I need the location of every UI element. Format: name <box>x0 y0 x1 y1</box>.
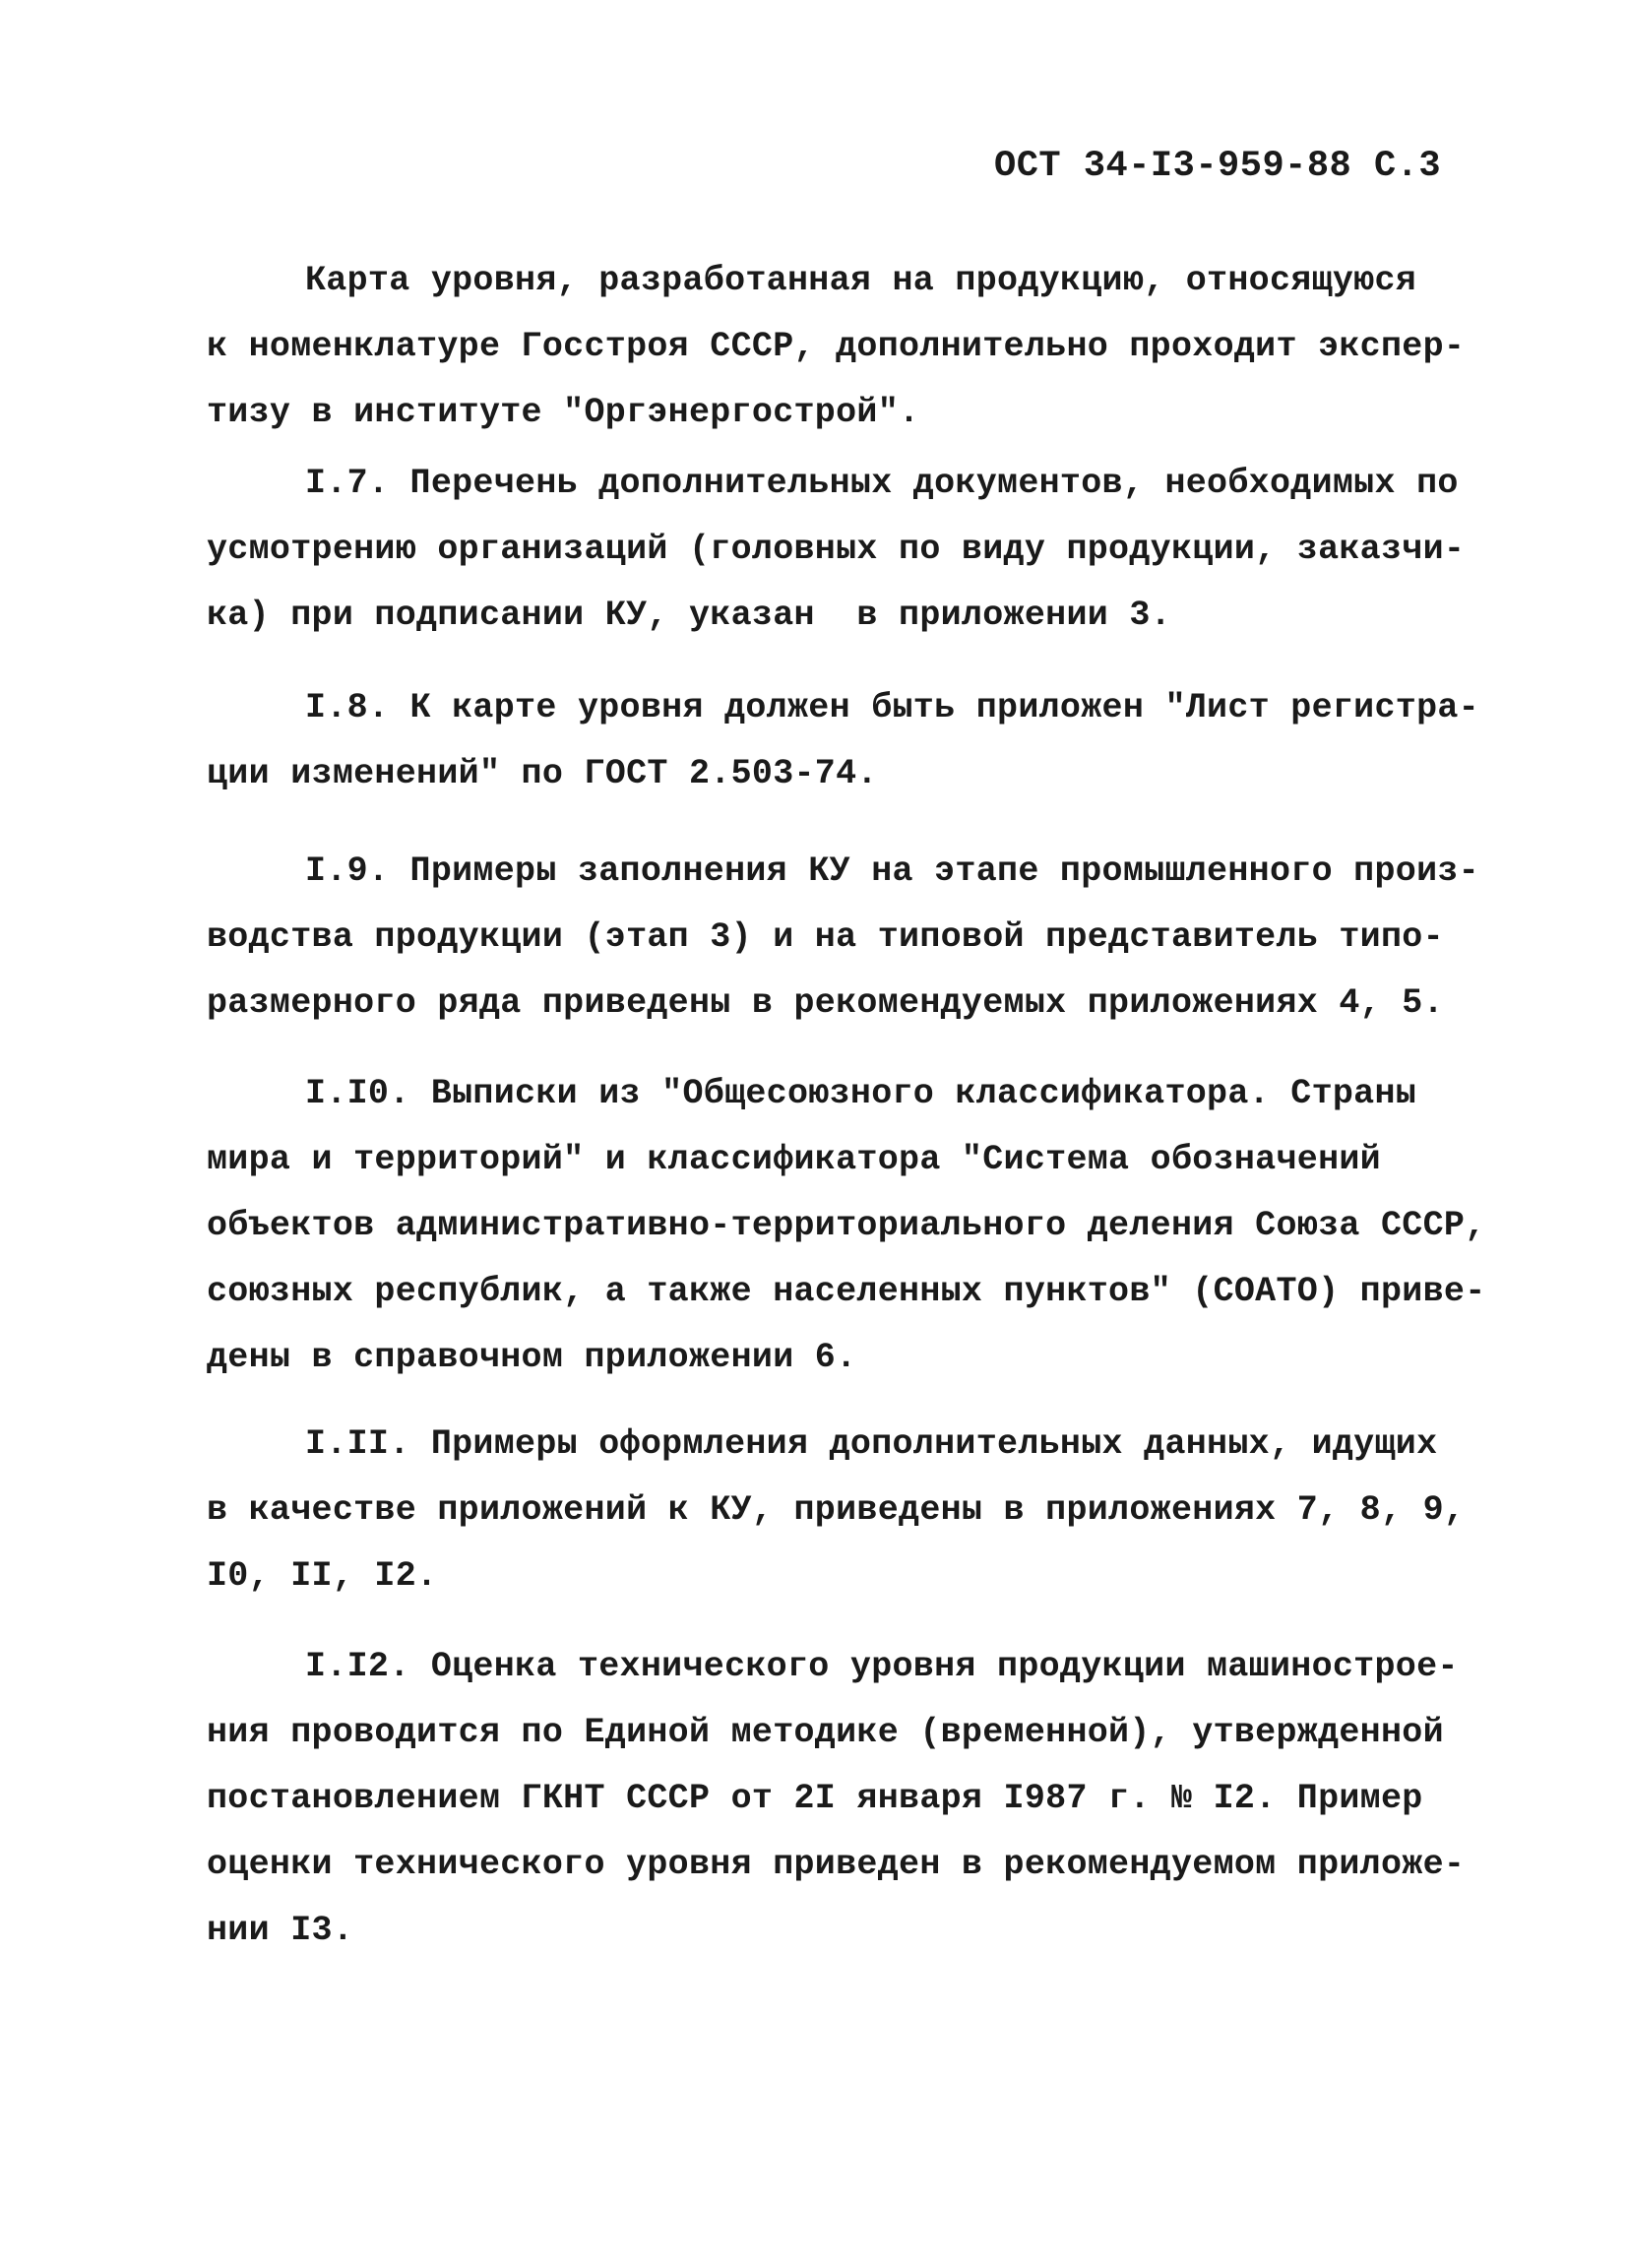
paragraph-line: оценки технического уровня приведен в рекомендуемом приложе- <box>207 1845 1466 1884</box>
paragraph-line: I.I0. Выписки из "Общесоюзного классификатора. Страны <box>305 1074 1417 1113</box>
document-header: ОСТ 34-I3-959-88 С.3 <box>994 146 1442 187</box>
paragraph-line: I.7. Перечень дополнительных документов, необходимых по <box>305 464 1459 503</box>
paragraph-line: усмотрению организаций (головных по виду продукции, заказчи- <box>207 530 1466 569</box>
paragraph-1-7 <box>207 451 1465 649</box>
paragraph-line: I.II. Примеры оформления дополнительных данных, идущих <box>305 1424 1438 1464</box>
paragraph-line: Карта уровня, разработанная на продукцию, относящуюся <box>305 261 1417 300</box>
paragraph-1-12 <box>207 1634 1465 1964</box>
paragraph-line: размерного ряда приведены в рекомендуемых приложениях 4, 5. <box>207 983 1444 1023</box>
paragraph-line: ции изменений" по ГОСТ 2.503-74. <box>207 754 878 793</box>
paragraph-line: дены в справочном приложении 6. <box>207 1338 857 1377</box>
paragraph-line: нии I3. <box>207 1911 354 1950</box>
paragraph-line: мира и территорий" и классификатора "Система обозначений <box>207 1140 1381 1179</box>
paragraph-1-10 <box>207 1061 1486 1391</box>
paragraph-line: постановлением ГКНТ СССР от 2I января I987 г. № I2. Пример <box>207 1779 1423 1818</box>
paragraph-1-9 <box>207 839 1479 1037</box>
paragraph-1-11 <box>207 1412 1465 1609</box>
paragraph-line: к номенклатуре Госстроя СССР, дополнительно проходит экспер- <box>207 327 1466 366</box>
paragraph-line: союзных республик, а также населенных пунктов" (СОАТО) приве- <box>207 1272 1486 1311</box>
paragraph-line: I.9. Примеры заполнения КУ на этапе промышленного произ- <box>305 851 1479 891</box>
paragraph-line: I0, II, I2. <box>207 1556 438 1596</box>
paragraph-line: I.8. К карте уровня должен быть приложен "Лист регистра- <box>305 688 1479 727</box>
paragraph-line: ка) при подписании КУ, указан в приложении 3. <box>207 596 1171 635</box>
paragraph-line: тизу в институте "Оргэнергострой". <box>207 393 920 432</box>
paragraph-line: объектов административно-территориального деления Союза СССР, <box>207 1206 1486 1245</box>
paragraph-1-8 <box>207 675 1479 807</box>
paragraph-line: I.I2. Оценка технического уровня продукции машинострое- <box>305 1647 1459 1686</box>
paragraph-line: в качестве приложений к КУ, приведены в приложениях 7, 8, 9, <box>207 1490 1466 1530</box>
paragraph-line: ния проводится по Единой методике (временной), утвержденной <box>207 1713 1444 1752</box>
paragraph-intro <box>207 248 1465 446</box>
paragraph-line: водства продукции (этап 3) и на типовой представитель типо- <box>207 917 1444 957</box>
